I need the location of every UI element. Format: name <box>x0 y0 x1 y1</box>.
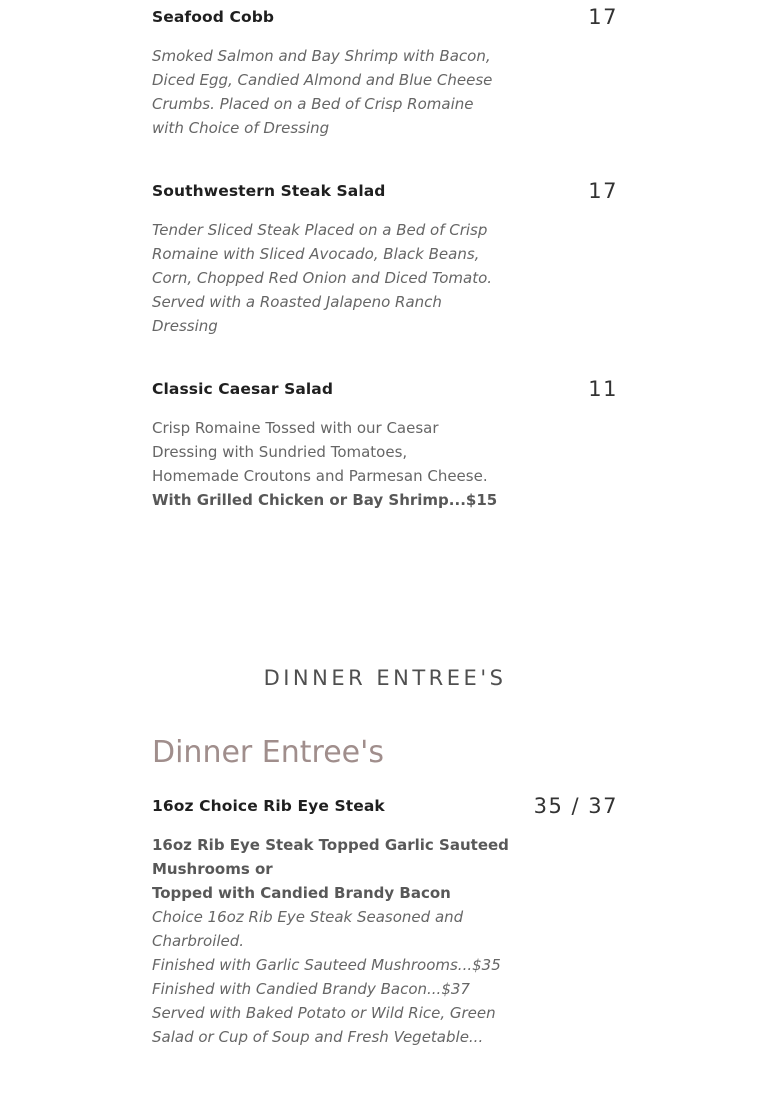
description-line: Finished with Candied Brandy Bacon...$37 <box>152 980 470 998</box>
description-line: Crumbs. Placed on a Bed of Crisp Romaine <box>152 95 474 113</box>
menu-item-price: 11 <box>588 377 618 401</box>
menu-item-price: 35 / 37 <box>533 794 618 818</box>
menu-item-price: 17 <box>588 5 618 29</box>
description-line: Dressing <box>152 317 218 335</box>
description-line: Crisp Romaine Tossed with our Caesar <box>152 419 439 437</box>
menu-item-description <box>152 416 498 512</box>
category-title: Dinner Entree's <box>152 735 384 770</box>
description-line: Salad or Cup of Soup and Fresh Vegetable... <box>152 1028 484 1046</box>
description-line: 16oz Rib Eye Steak Topped Garlic Sauteed <box>152 836 509 854</box>
description-line: with Choice of Dressing <box>152 119 330 137</box>
menu-item-name: Classic Caesar Salad <box>152 380 334 398</box>
description-line: Dressing with Sundried Tomatoes, <box>152 443 408 461</box>
menu-item-description <box>152 44 492 140</box>
description-line: Served with Baked Potato or Wild Rice, Green <box>152 1004 496 1022</box>
description-line: Choice 16oz Rib Eye Steak Seasoned and <box>152 908 464 926</box>
menu-item-price: 17 <box>588 179 618 203</box>
description-line-addon: With Grilled Chicken or Bay Shrimp...$15 <box>152 491 498 509</box>
description-line: Finished with Garlic Sauteed Mushrooms...$35 <box>152 956 501 974</box>
description-line: Mushrooms or <box>152 860 273 878</box>
section-heading: DINNER ENTREE'S <box>263 666 507 690</box>
description-line: Romaine with Sliced Avocado, Black Beans, <box>152 245 480 263</box>
menu-item-name: Southwestern Steak Salad <box>152 182 386 200</box>
menu-item-name: Seafood Cobb <box>152 8 275 26</box>
description-line: Corn, Chopped Red Onion and Diced Tomato. <box>152 269 493 287</box>
menu-item-description <box>152 218 492 338</box>
menu-item-description <box>152 833 509 1049</box>
description-line: Tender Sliced Steak Placed on a Bed of Crisp <box>152 221 488 239</box>
description-line: Diced Egg, Candied Almond and Blue Cheese <box>152 71 493 89</box>
description-line: Homemade Croutons and Parmesan Cheese. <box>152 467 488 485</box>
menu-item-name: 16oz Choice Rib Eye Steak <box>152 797 385 815</box>
description-line: Served with a Roasted Jalapeno Ranch <box>152 293 442 311</box>
description-line: Smoked Salmon and Bay Shrimp with Bacon, <box>152 47 491 65</box>
description-line: Charbroiled. <box>152 932 245 950</box>
description-line: Topped with Candied Brandy Bacon <box>152 884 451 902</box>
